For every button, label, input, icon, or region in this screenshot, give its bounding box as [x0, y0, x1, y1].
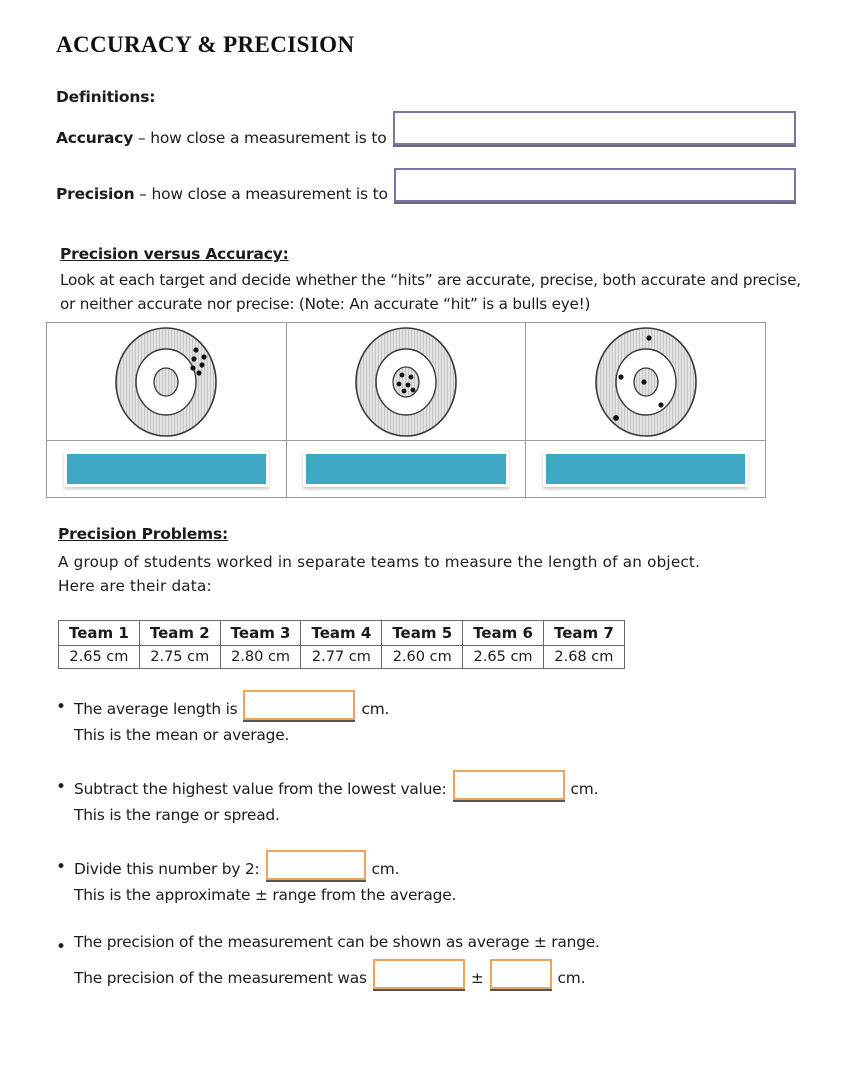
target-answer-bar-3[interactable] — [543, 451, 748, 487]
bullet-body — [74, 930, 826, 989]
target-cell-2 — [287, 323, 526, 441]
precision-statement-line-2 — [74, 959, 826, 989]
target-cell-3 — [526, 323, 765, 441]
bullet-body — [74, 770, 826, 824]
target-answer-bar-1[interactable] — [64, 451, 269, 487]
target-column-3 — [526, 323, 765, 497]
table-value-cell: 2.80 cm — [220, 646, 301, 669]
precision-statement-line-1: The precision of the measurement can be shown as average ± range. — [74, 933, 600, 951]
table-header-cell: Team 4 — [301, 621, 382, 646]
bullet-line-1 — [74, 770, 826, 800]
precision-versus-accuracy-section — [60, 245, 820, 316]
table-header-cell: Team 7 — [543, 621, 624, 646]
bullet-precision-statement — [56, 930, 826, 989]
bullet-text-post: cm. — [570, 780, 599, 798]
table-header-row — [59, 621, 625, 646]
definitions-heading: Definitions: — [56, 88, 156, 106]
bullet-note: This is the approximate ± range from the average. — [74, 886, 457, 904]
bullet-line-1 — [74, 690, 826, 720]
target-diagram-2 — [336, 326, 476, 438]
accuracy-text: – how close a measurement is to — [133, 129, 387, 147]
bullet-range — [56, 770, 826, 824]
accuracy-term: Accuracy — [56, 129, 134, 147]
bullet-marker: • — [56, 777, 66, 797]
target-diagram-3 — [576, 326, 716, 438]
precision-range-answer-box[interactable] — [490, 959, 552, 989]
bullet-line-1 — [74, 850, 826, 880]
precision-term: Precision — [56, 185, 135, 203]
plus-minus-symbol: ± — [470, 969, 484, 987]
bullet-marker: • — [56, 937, 66, 957]
precision-average-answer-box[interactable] — [373, 959, 465, 989]
target-column-2 — [287, 323, 527, 497]
bullet-body — [74, 690, 826, 744]
table-value-cell: 2.65 cm — [59, 646, 140, 669]
precision-problems-questions — [56, 690, 826, 1015]
table-value-cell: 2.77 cm — [301, 646, 382, 669]
intro-line-1: A group of students worked in separate teams to measure the length of an object. — [58, 553, 701, 571]
accuracy-label — [56, 129, 387, 147]
precision-text-post: cm. — [557, 969, 586, 987]
bullet-average-length — [56, 690, 826, 744]
table-header-cell: Team 5 — [382, 621, 463, 646]
target-column-1 — [47, 323, 287, 497]
precision-label — [56, 185, 388, 203]
bullet-text-post: cm. — [371, 860, 400, 878]
target-answer-cell-1 — [47, 441, 286, 497]
range-answer-box[interactable] — [453, 770, 565, 800]
table-row — [59, 646, 625, 669]
average-length-answer-box[interactable] — [243, 690, 355, 720]
bullet-body — [74, 850, 826, 904]
bullet-text-pre: Divide this number by 2: — [74, 860, 260, 878]
intro-line-2: Here are their data: — [58, 577, 212, 596]
target-cell-1 — [47, 323, 286, 441]
table-header-cell: Team 2 — [139, 621, 220, 646]
table-header-cell: Team 6 — [463, 621, 544, 646]
bullet-marker: • — [56, 697, 66, 717]
bullet-text-pre: Subtract the highest value from the lowest value: — [74, 780, 447, 798]
table-value-cell: 2.75 cm — [139, 646, 220, 669]
bullet-note: This is the mean or average. — [74, 726, 290, 744]
page-title: ACCURACY & PRECISION — [56, 32, 355, 57]
team-measurements-table — [58, 620, 625, 669]
bullet-divide-by-two — [56, 850, 826, 904]
table-value-cell: 2.60 cm — [382, 646, 463, 669]
targets-grid — [46, 322, 766, 498]
precision-text: – how close a measurement is to — [134, 185, 388, 203]
target-answer-cell-2 — [287, 441, 526, 497]
bullet-text-post: cm. — [361, 700, 390, 718]
bullet-note: This is the range or spread. — [74, 806, 280, 824]
table-value-cell: 2.68 cm — [543, 646, 624, 669]
precision-answer-box[interactable] — [394, 168, 796, 202]
precision-text-pre: The precision of the measurement was — [74, 969, 367, 987]
definitions-section — [56, 88, 796, 203]
accuracy-answer-box[interactable] — [393, 111, 796, 145]
precision-problems-intro — [58, 550, 818, 599]
bullet-text-pre: The average length is — [74, 700, 238, 718]
precision-problems-heading: Precision Problems: — [58, 525, 228, 543]
precision-problems-section — [58, 525, 818, 599]
target-answer-bar-2[interactable] — [303, 451, 508, 487]
half-range-answer-box[interactable] — [266, 850, 366, 880]
bullet-marker: • — [56, 857, 66, 877]
table-value-cell: 2.65 cm — [463, 646, 544, 669]
pva-heading: Precision versus Accuracy: — [60, 245, 289, 263]
definition-row-accuracy — [56, 113, 796, 147]
target-diagram-1 — [96, 326, 236, 438]
target-answer-cell-3 — [526, 441, 765, 497]
definition-row-precision — [56, 169, 796, 203]
pva-instructions: Look at each target and decide whether the “hits” are accurate, precise, both accurate and precise, or neither accurate nor precise: (Note: An accurate “hit” is a bulls eye!) — [60, 271, 801, 313]
table-header-cell: Team 1 — [59, 621, 140, 646]
table-header-cell: Team 3 — [220, 621, 301, 646]
